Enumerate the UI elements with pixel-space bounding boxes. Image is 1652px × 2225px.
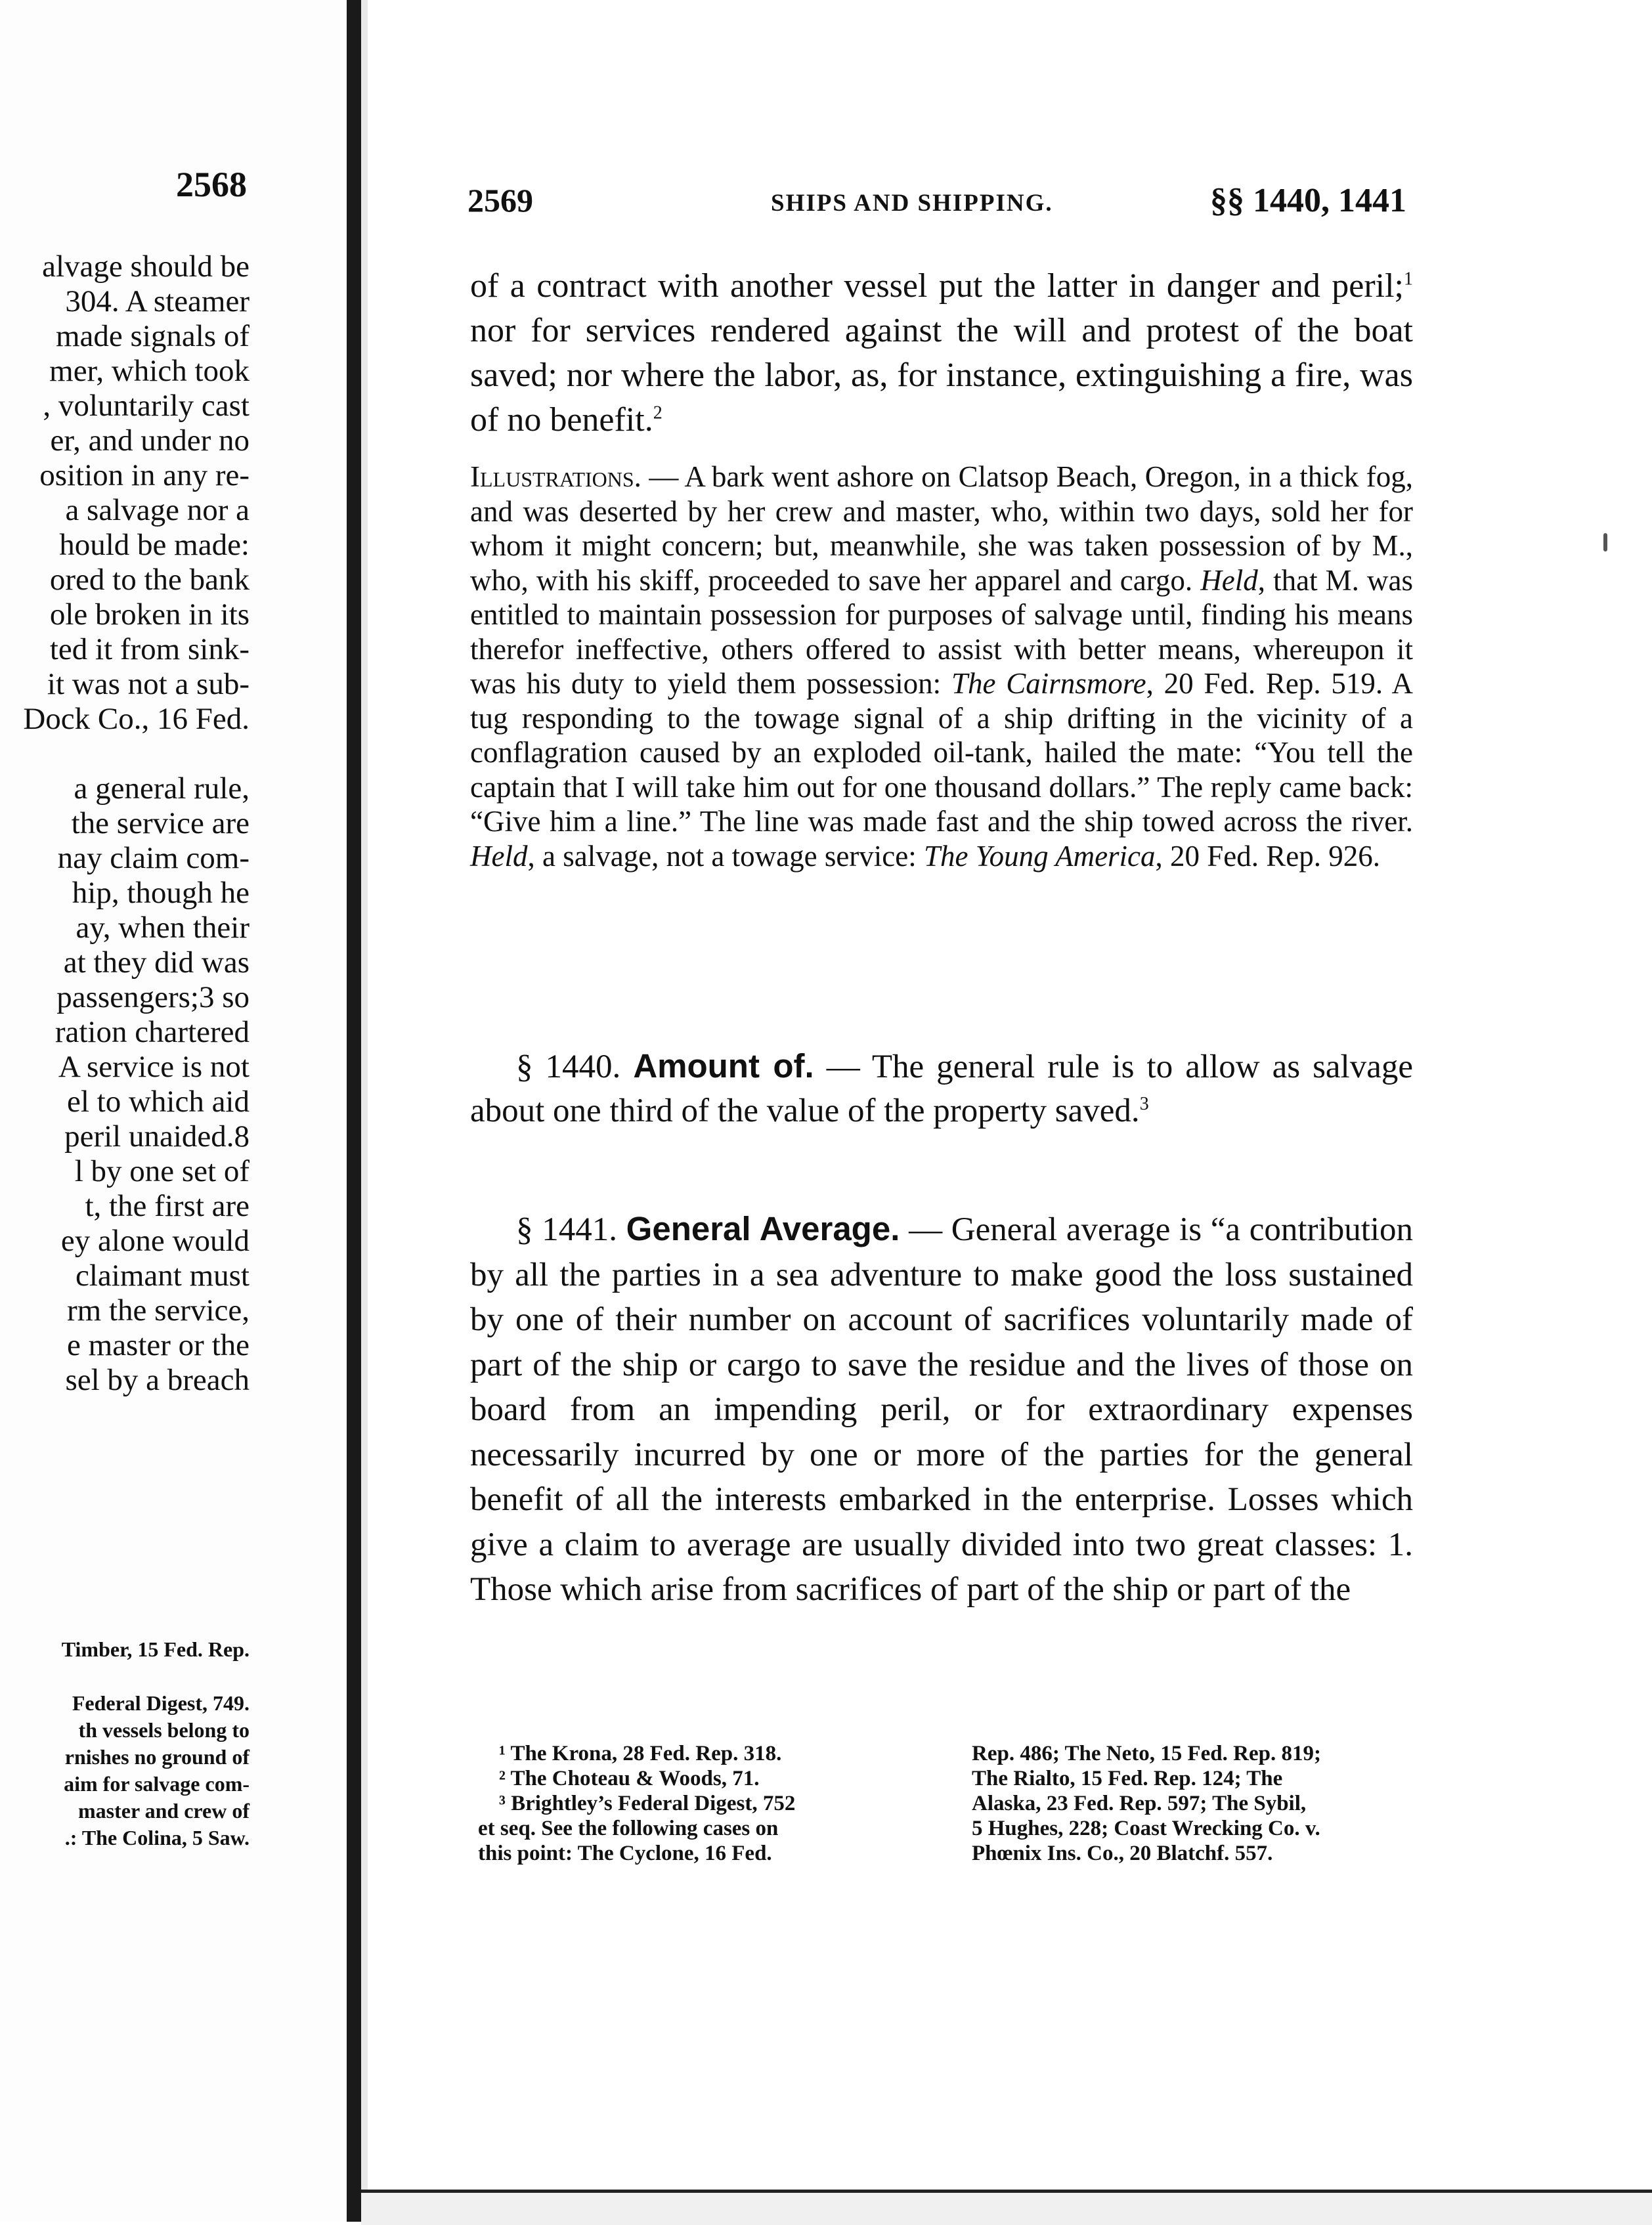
- illustrations-label: Illustrations.: [470, 460, 641, 493]
- footnote-line: Phœnix Ins. Co., 20 Blatchf. 557.: [972, 1842, 1273, 1865]
- text-line: [23, 737, 250, 771]
- footnote-line: ² The Choteau & Woods, 71.: [499, 1767, 760, 1790]
- text-line: ey alone would: [60, 1224, 250, 1258]
- footnote-line: .: The Colina, 5 Saw.: [64, 1826, 250, 1849]
- text-line: it was not a sub-: [47, 667, 250, 701]
- text-line: made signals of: [56, 319, 250, 353]
- footnote-line: [62, 1663, 250, 1690]
- illustration-text: A bark went ashore on Clatsop Beach, Oregon, in a thick fog, and was deserted by her crew and master, who, within two days, sold her for whom it might concern; but, meanwhile, she was taken possession of by M., who, with his skiff, proceeded to save her apparel and cargo.: [470, 460, 1413, 597]
- section-text: General average is “a contribution by all the parties in a sea adventure to make good the loss sustained by one of their number on account of sacrifices voluntarily made of part of the ship or cargo to save the residue and the lives of those on board from an impending peril, or for extraordinary expenses necessarily incurred by one or more of the parties for the general benefit of all the interests embarked in the enterprise. Losses which give a claim to average are usually divided into two great classes: 1. Those which arise from sacrifices of part of the ship or part of the: [470, 1211, 1414, 1608]
- gutter-shadow: [361, 0, 368, 2222]
- footnotes-right-column: [972, 1741, 1425, 1866]
- dash: —: [814, 1048, 872, 1085]
- text-line: peril unaided.8: [64, 1119, 250, 1154]
- footnote-line: Timber, 15 Fed. Rep.: [61, 1637, 250, 1661]
- text-line: l by one set of: [74, 1154, 250, 1188]
- section-heading: General Average.: [626, 1210, 900, 1247]
- margin-mark: [1603, 533, 1607, 551]
- footnote-ref: 1: [1404, 269, 1413, 290]
- text-line: hip, though he: [72, 876, 250, 910]
- text-line: ration chartered: [54, 1015, 250, 1049]
- text-line: Dock Co., 16 Fed.: [23, 702, 250, 736]
- page-header: [467, 181, 1406, 227]
- text-line: A service is not: [58, 1050, 250, 1084]
- text-line: mer, which took: [49, 354, 250, 388]
- held-label: Held: [1200, 563, 1258, 597]
- text-line: the service are: [71, 806, 250, 840]
- text-line: ole broken in its: [49, 597, 250, 632]
- footnote-line: The Rialto, 15 Fed. Rep. 124; The: [972, 1767, 1283, 1790]
- footnote-line: ¹ The Krona, 28 Fed. Rep. 318.: [499, 1742, 782, 1765]
- footnotes-left-column: [478, 1741, 931, 1866]
- footnote-ref: 2: [653, 402, 663, 423]
- page-number: 2569: [467, 182, 533, 219]
- footnote-line: et seq. See the following cases on: [478, 1817, 779, 1840]
- footnote-line: Federal Digest, 749.: [72, 1691, 250, 1715]
- illustration-text: , 20 Fed. Rep. 519. A tug responding to the towage signal of a ship drifting in the vicinity of a conflagration caused by an exploded oil-tank, hailed the mate: “You tell the captain that I will take him out for one thousand dollars.” The reply came back: “Give him a line.” The line was made fast and the ship towed across the river.: [470, 667, 1413, 838]
- section-range: §§ 1440, 1441: [1210, 182, 1406, 219]
- section-number: § 1440.: [516, 1048, 621, 1085]
- section-1440: [470, 1044, 1413, 1133]
- section-text: The general rule is to allow as salvage about one third of the value of the property saved.: [470, 1048, 1413, 1129]
- text-line: alvage should be: [42, 249, 250, 284]
- text-line: osition in any re-: [39, 458, 250, 492]
- illustration-text: , a salvage, not a towage service:: [527, 839, 924, 873]
- footnote-line: th vessels belong to: [78, 1718, 250, 1742]
- text-line: a salvage nor a: [65, 493, 250, 527]
- continuation-text-b: nor for services rendered against the will and protest of the boat saved; nor where the labor, as, for instance, extinguishing a fire, was of no benefit.: [470, 312, 1413, 439]
- text-line: ay, when their: [76, 911, 250, 945]
- case-name: The Cairnsmore: [951, 667, 1146, 700]
- text-line: el to which aid: [66, 1085, 250, 1119]
- illustrations-paragraph: [470, 460, 1413, 873]
- book-gutter: [347, 0, 361, 2222]
- text-line: t, the first are: [85, 1189, 250, 1223]
- left-page-number: 2568: [176, 165, 247, 204]
- text-line: sel by a breach: [65, 1363, 250, 1397]
- text-line: claimant must: [76, 1259, 250, 1293]
- footnote-line: rnishes no ground of: [64, 1745, 250, 1769]
- running-title: SHIPS AND SHIPPING.: [771, 190, 1053, 217]
- dash: —: [900, 1211, 951, 1248]
- section-1441: [470, 1207, 1413, 1612]
- text-line: a general rule,: [74, 771, 250, 806]
- continuation-text-a: of a contract with another vessel put the latter in danger and peril;: [470, 267, 1404, 305]
- text-line: at they did was: [63, 945, 250, 980]
- text-line: 304. A steamer: [65, 284, 250, 318]
- continuation-paragraph: [470, 264, 1413, 443]
- text-line: e master or the: [67, 1328, 250, 1362]
- text-line: ored to the bank: [49, 563, 250, 597]
- left-page: [0, 0, 347, 2222]
- text-line: passengers;3 so: [56, 980, 250, 1014]
- illustration-text: , that M. was entitled to maintain possession for purposes of salvage until, finding his means therefor ineffective, others offered to assist with better means, whereupon it was his duty to yield them possession:: [470, 563, 1414, 700]
- text-line: hould be made:: [59, 528, 250, 562]
- footnote-line: master and crew of: [78, 1799, 250, 1823]
- text-line: , voluntarily cast: [43, 389, 250, 423]
- text-line: rm the service,: [67, 1293, 250, 1328]
- footnote-line: Rep. 486; The Neto, 15 Fed. Rep. 819;: [972, 1742, 1321, 1765]
- footnote-line: ³ Brightley’s Federal Digest, 752: [499, 1792, 796, 1815]
- page-bottom-edge: [361, 2190, 1652, 2225]
- section-number: § 1441.: [516, 1211, 617, 1248]
- section-heading: Amount of.: [633, 1047, 814, 1085]
- dash: —: [641, 460, 685, 493]
- left-page-footnotes: [62, 1636, 250, 1851]
- case-name: The Young America: [924, 839, 1156, 873]
- text-line: nay claim com-: [57, 841, 250, 875]
- footnote-line: this point: The Cyclone, 16 Fed.: [478, 1842, 772, 1865]
- left-page-text: [23, 249, 250, 1398]
- footnote-ref: 3: [1139, 1094, 1149, 1114]
- footnote-line: aim for salvage com-: [64, 1772, 250, 1796]
- footnote-line: Alaska, 23 Fed. Rep. 597; The Sybil,: [972, 1792, 1307, 1815]
- held-label: Held: [470, 839, 528, 873]
- footnote-line: 5 Hughes, 228; Coast Wrecking Co. v.: [972, 1817, 1320, 1840]
- text-line: ted it from sink-: [49, 632, 250, 666]
- text-line: er, and under no: [50, 423, 250, 458]
- illustration-text: , 20 Fed. Rep. 926.: [1155, 839, 1381, 873]
